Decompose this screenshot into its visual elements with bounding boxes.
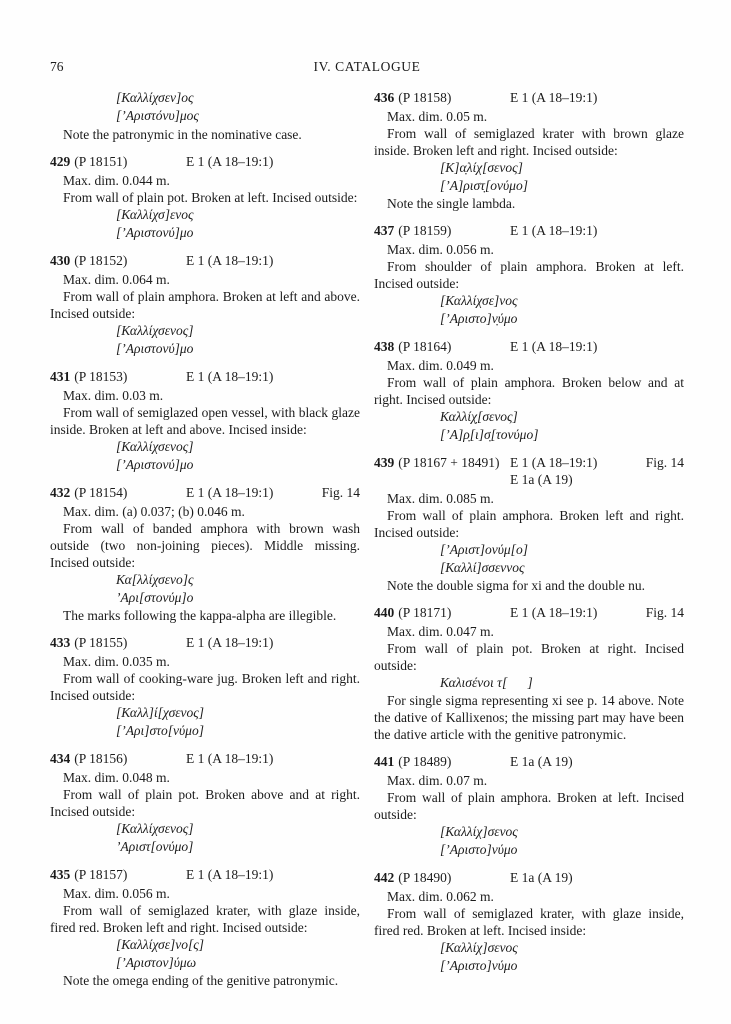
catalogue-entry	[50, 634, 360, 740]
greek-line: [’Αρι]στο[νύμο]	[116, 723, 204, 738]
entry-inventory: (P 18171)	[398, 605, 452, 620]
greek-line: [’Αριστονύ]μο	[116, 225, 194, 240]
catalogue-entry	[374, 89, 684, 212]
entry-dimension: Max. dim. 0.035 m.	[63, 654, 170, 669]
entry-context: E 1 (A 18–19:1)	[186, 867, 274, 882]
entry-description: From wall of cooking-ware jug. Broken left and right. Incised outside:	[50, 671, 360, 703]
greek-line: [’Αριστονύ]μο	[116, 341, 194, 356]
entry-inventory: (P 18489)	[398, 754, 452, 769]
entry-context: E 1 (A 18–19:1)	[186, 369, 274, 384]
entry-description: From wall of semiglazed open vessel, with black glaze inside. Broken at left and above. Incised inside:	[50, 405, 360, 437]
entry-number: 429	[50, 154, 71, 169]
greek-line: [Καλλίχσεν]ος	[116, 90, 194, 105]
greek-inscription	[374, 541, 684, 577]
entry-heading	[50, 866, 360, 883]
entry-dimension: Max. dim. 0.085 m.	[387, 491, 494, 506]
greek-line: [Καλλίχσ]ενος	[116, 207, 194, 222]
entry-number: 433	[50, 635, 71, 650]
entry-context: E 1 (A 18–19:1)	[510, 339, 598, 354]
entry-heading	[374, 338, 684, 355]
entry-number: 438	[374, 339, 395, 354]
entry-heading	[50, 750, 360, 767]
greek-inscription	[50, 322, 360, 358]
left-column	[50, 89, 360, 989]
greek-inscription	[50, 206, 360, 242]
entry-description: From wall of banded amphora with brown wash outside (two non-joining pieces). Middle missing. Incised outside:	[50, 521, 360, 570]
greek-inscription	[374, 674, 684, 692]
greek-inscription	[374, 823, 684, 859]
greek-inscription	[50, 438, 360, 474]
greek-inscription	[374, 292, 684, 328]
entry-heading	[374, 869, 684, 886]
entry-heading	[50, 484, 360, 501]
entry-heading	[374, 753, 684, 770]
figure-reference: Fig. 14	[321, 485, 360, 500]
entry-number: 435	[50, 867, 71, 882]
entry-inventory: (P 18156)	[74, 751, 128, 766]
entry-note: For single sigma representing xi see p. 14 above. Note the dative of Kallixenos; the missing part may have been the dative article with the genitive patronymic.	[374, 693, 684, 742]
entry-number: 431	[50, 369, 71, 384]
entry-dimension: Max. dim. 0.064 m.	[63, 272, 170, 287]
greek-inscription	[50, 936, 360, 972]
entry-note: Note the single lambda.	[387, 196, 516, 211]
entry-note: The marks following the kappa-alpha are illegible.	[63, 608, 337, 623]
entry-dimension: Max. dim. 0.056 m.	[63, 886, 170, 901]
greek-line: Κα[λλίχσενο]ς	[116, 572, 194, 587]
entry-dimension: Max. dim. 0.07 m.	[387, 773, 488, 788]
catalogue-entry	[374, 753, 684, 859]
entry-number: 430	[50, 253, 71, 268]
entry-context: E 1 (A 18–19:1)	[510, 605, 598, 620]
entry-heading	[50, 252, 360, 269]
greek-inscription	[50, 89, 360, 125]
entry-context: E 1 (A 18–19:1)	[510, 455, 598, 470]
entry-description: From wall of semiglazed krater, with glaze inside, fired red. Broken left and right. Incised outside:	[50, 903, 360, 935]
entry-inventory: (P 18164)	[398, 339, 452, 354]
page-title: IV. CATALOGUE	[313, 59, 421, 74]
catalogue-entry	[50, 484, 360, 624]
greek-line: [Καλλίχ]σενος	[440, 824, 518, 839]
greek-line: [Καλλί]σσεννος	[440, 560, 525, 575]
right-column	[374, 89, 684, 989]
entry-context: E 1 (A 18–19:1)	[510, 223, 598, 238]
entry-inventory: (P 18167 + 18491)	[398, 455, 500, 470]
greek-line: ’Αριστ[ονύμο]	[116, 839, 194, 854]
greek-line: [Καλλίχ]σενος	[440, 940, 518, 955]
entry-context: E 1a (A 19)	[510, 754, 573, 769]
entry-inventory: (P 18154)	[74, 485, 128, 500]
greek-line: [’Αριστο]ν̣ύμο	[440, 311, 518, 326]
greek-inscription	[50, 704, 360, 740]
entry-context-secondary: E 1a (A 19)	[510, 472, 573, 487]
entry-heading	[374, 89, 684, 106]
greek-inscription	[374, 159, 684, 195]
entry-context: E 1 (A 18–19:1)	[186, 751, 274, 766]
entry-description: From wall of semiglazed krater, with glaze inside, fired red. Broken at left. Incised inside:	[374, 906, 684, 938]
entry-dimension: Max. dim. 0.062 m.	[387, 889, 494, 904]
entry-description: From shoulder of plain amphora. Broken at left. Incised outside:	[374, 259, 684, 291]
entry-dimension: Max. dim. 0.03 m.	[63, 388, 164, 403]
catalogue-entry	[50, 866, 360, 989]
entry-heading	[374, 454, 684, 488]
entry-inventory: (P 18490)	[398, 870, 452, 885]
greek-line: [Καλλίχσενος]	[116, 821, 194, 836]
greek-line: [’Αριστον]ύμω	[116, 955, 197, 970]
entry-dimension: Max. dim. 0.048 m.	[63, 770, 170, 785]
entry-heading	[50, 153, 360, 170]
entry-dimension: Max. dim. 0.049 m.	[387, 358, 494, 373]
greek-inscription	[374, 939, 684, 975]
greek-line: [Κ]α̣λίχ[σενος]	[440, 160, 523, 175]
catalogue-entry	[50, 153, 360, 242]
greek-line: [’Αριστο]νύμο	[440, 842, 518, 857]
entry-context: E 1 (A 18–19:1)	[186, 154, 274, 169]
entry-heading	[374, 222, 684, 239]
figure-reference: Fig. 14	[645, 605, 684, 620]
greek-line: [’Αριστονύ]μο	[116, 457, 194, 472]
catalogue-entry	[374, 222, 684, 328]
greek-line: ’Αρι[στονύμ]ο	[116, 590, 194, 605]
entry-note: Note the omega ending of the genitive patronymic.	[63, 973, 339, 988]
entry-description: From wall of plain amphora. Broken left and right. Incised outside:	[374, 508, 684, 540]
greek-inscription	[50, 571, 360, 607]
entry-number: 434	[50, 751, 71, 766]
two-column-body	[50, 89, 684, 989]
greek-line: [’Αριστο]νύμο	[440, 958, 518, 973]
catalogue-entry	[374, 604, 684, 743]
greek-line: [’Αριστόνυ]μος	[116, 108, 199, 123]
entry-description: From wall of plain pot. Broken above and at right. Incised outside:	[50, 787, 360, 819]
entry-number: 442	[374, 870, 395, 885]
greek-line: [’Α]ρ̣[ι]σ̣[τονύμο]	[440, 427, 539, 442]
catalogue-entry	[374, 454, 684, 594]
entry-description: From wall of plain amphora. Broken below and at right. Incised outside:	[374, 375, 684, 407]
entry-number: 436	[374, 90, 395, 105]
entry-context: E 1 (A 18–19:1)	[186, 635, 274, 650]
catalogue-entry	[50, 252, 360, 358]
greek-inscription	[50, 820, 360, 856]
entry-description: From wall of plain pot. Broken at left. Incised outside:	[63, 190, 358, 205]
catalogue-entry	[374, 869, 684, 975]
entry-inventory: (P 18159)	[398, 223, 452, 238]
greek-line: Καλισένοι τ[ ]	[440, 675, 533, 690]
entry-description: From wall of plain amphora. Broken at left and above. Incised outside:	[50, 289, 360, 321]
entry-dimension: Max. dim. 0.056 m.	[387, 242, 494, 257]
entry-description: From wall of plain pot. Broken at right. Incised outside:	[374, 641, 684, 673]
entry-inventory: (P 18153)	[74, 369, 128, 384]
entry-inventory: (P 18151)	[74, 154, 128, 169]
page-header	[50, 58, 684, 76]
entry-context: E 1 (A 18–19:1)	[510, 90, 598, 105]
greek-line: [Καλλίχσε]νος	[440, 293, 518, 308]
entry-number: 441	[374, 754, 395, 769]
entry-number: 437	[374, 223, 395, 238]
entry-inventory: (P 18155)	[74, 635, 128, 650]
greek-line: [Καλλίχσενος]	[116, 323, 194, 338]
greek-line: [Καλλίχσε]νο[ς]	[116, 937, 205, 952]
entry-context: E 1 (A 18–19:1)	[186, 253, 274, 268]
carryover-entry	[50, 89, 360, 143]
entry-description: From wall of plain amphora. Broken at left. Incised outside:	[374, 790, 684, 822]
entry-heading	[50, 634, 360, 651]
entry-dimension: Max. dim. 0.05 m.	[387, 109, 488, 124]
greek-line: [’Α]ριστ̣[ονύμο]	[440, 178, 528, 193]
greek-line: [Καλλ]ί[χσενος]	[116, 705, 205, 720]
entry-note: Note the patronymic in the nominative case.	[63, 127, 302, 142]
entry-description: From wall of semiglazed krater with brown glaze inside. Broken left and right. Incised outside:	[374, 126, 684, 158]
entry-inventory: (P 18157)	[74, 867, 128, 882]
figure-reference: Fig. 14	[645, 455, 684, 470]
entry-note: Note the double sigma for xi and the double nu.	[387, 578, 645, 593]
greek-line: [Καλλίχσενος]	[116, 439, 194, 454]
greek-inscription	[374, 408, 684, 444]
catalogue-entry	[50, 368, 360, 474]
greek-line: Καλλίχ̣[σενος]	[440, 409, 518, 424]
catalogue-entry	[374, 338, 684, 444]
entry-heading	[374, 604, 684, 621]
entry-number: 439	[374, 455, 395, 470]
entry-context: E 1 (A 18–19:1)	[186, 485, 274, 500]
entry-dimension: Max. dim. (a) 0.037; (b) 0.046 m.	[63, 504, 245, 519]
entry-heading	[50, 368, 360, 385]
catalogue-entry	[50, 750, 360, 856]
entry-number: 440	[374, 605, 395, 620]
entry-dimension: Max. dim. 0.044 m.	[63, 173, 170, 188]
page-number: 76	[50, 59, 64, 74]
entry-context: E 1a (A 19)	[510, 870, 573, 885]
entry-inventory: (P 18158)	[398, 90, 452, 105]
entry-dimension: Max. dim. 0.047 m.	[387, 624, 494, 639]
entry-inventory: (P 18152)	[74, 253, 128, 268]
entry-number: 432	[50, 485, 71, 500]
greek-line: [’Αριστ]ονύμ[ο]	[440, 542, 528, 557]
